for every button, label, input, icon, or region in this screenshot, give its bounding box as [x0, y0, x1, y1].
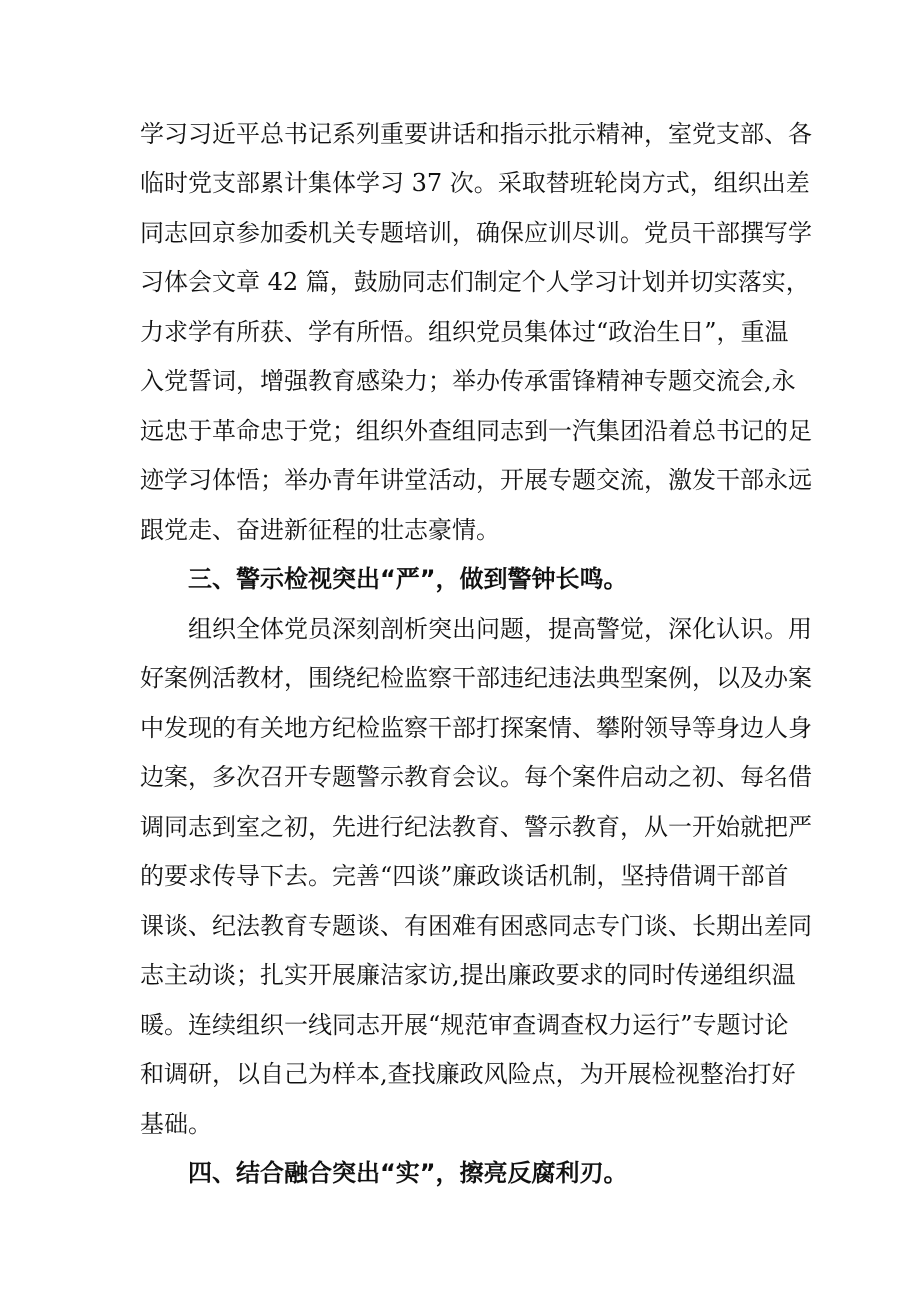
paragraph-line: 跟党走、奋进新征程的壮志豪情。 [140, 516, 500, 544]
paragraph-line: 暖。连续组织一线同志开展“规范审查调查权力运行”专题讨论 [140, 1011, 789, 1039]
paragraph-line: 调同志到室之初，先进行纪法教育、警示教育，从一开始就把严 [140, 813, 812, 841]
section-heading: 三、警示检视突出“严”，做到警钟长鸣。 [188, 565, 628, 593]
paragraph-line: 迹学习体悟；举办青年讲堂活动，开展专题交流，激发干部永远 [140, 466, 812, 494]
paragraph-line: 的要求传导下去。完善“四谈”廉政谈话机制，坚持借调干部首 [140, 862, 789, 890]
paragraph-line: 学习习近平总书记系列重要讲话和指示批示精神，室党支部、各 [140, 120, 812, 148]
paragraph-line: 基础。 [140, 1110, 212, 1138]
paragraph-line: 习体会文章 42 篇，鼓励同志们制定个人学习计划并切实落实， [140, 268, 810, 296]
paragraph-line: 好案例活教材，围绕纪检监察干部违纪违法典型案例，以及办案 [140, 664, 812, 692]
paragraph-line: 组织全体党员深刻剖析突出问题，提高警觉，深化认识。用 [188, 615, 812, 643]
paragraph-line: 同志回京参加委机关专题培训，确保应训尽训。党员干部撰写学 [140, 219, 812, 247]
paragraph-line: 中发现的有关地方纪检监察干部打探案情、攀附领导等身边人身 [140, 714, 812, 742]
paragraph-line: 远忠于革命忠于党；组织外查组同志到一汽集团沿着总书记的足 [140, 417, 812, 445]
paragraph-line: 和调研，以自己为样本,查找廉政风险点，为开展检视整治打好 [140, 1060, 796, 1088]
paragraph-line: 入党誓词，增强教育感染力；举办传承雷锋精神专题交流会,永 [140, 367, 796, 395]
paragraph-line: 课谈、纪法教育专题谈、有困难有困惑同志专门谈、长期出差同 [140, 912, 812, 940]
paragraph-line: 力求学有所获、学有所悟。组织党员集体过“政治生日”，重温 [140, 318, 789, 346]
section-heading: 四、结合融合突出“实”，擦亮反腐利刃。 [188, 1159, 628, 1187]
paragraph-line: 边案，多次召开专题警示教育会议。每个案件启动之初、每名借 [140, 763, 812, 791]
paragraph-line: 志主动谈；扎实开展廉洁家访,提出廉政要求的同时传递组织温 [140, 961, 796, 989]
paragraph-line: 临时党支部累计集体学习 37 次。采取替班轮岗方式，组织出差 [140, 169, 810, 197]
